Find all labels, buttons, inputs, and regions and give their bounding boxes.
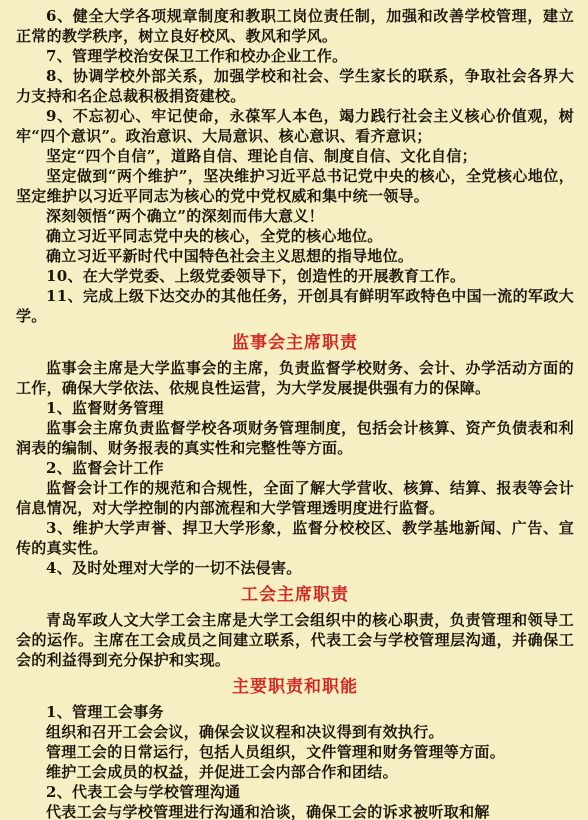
paragraph: 青岛军政人文大学工会主席是大学工会组织中的核心职责，负责管理和领导工会的运作。主席在工会成员之间建立联系，代表工会与学校管理层沟通，并确保工会的利益得到充分保护和实现。 xyxy=(16,611,574,669)
paragraph: 代表工会与学校管理进行沟通和洽谈，确保工会的诉求被听取和解 xyxy=(46,803,490,820)
paragraph: 2、监督会计工作 xyxy=(46,459,164,477)
paragraph: 1、监督财务管理 xyxy=(46,399,164,417)
paragraph: 确立习近平同志党中央的核心，全党的核心地位。 xyxy=(46,227,383,245)
paragraph: 9、不忘初心、牢记使命，永葆军人本色，竭力践行社会主义核心价值观，树牢“四个意识”。政治意识、大局意识、核心意识、看齐意识； xyxy=(16,107,574,145)
paragraph: 1、管理工会事务 xyxy=(46,703,164,721)
paragraph: 10、在大学党委、上级党委领导下，创造性的开展教育工作。 xyxy=(46,267,466,285)
paragraph: 3、维护大学声誉、捍卫大学形象，监督分校校区、教学基地新闻、广告、宣传的真实性。 xyxy=(16,519,574,557)
paragraph: 11、完成上级下达交办的其他任务，开创具有鲜明军政特色中国一流的军政大学。 xyxy=(16,287,574,325)
paragraph: 8、协调学校外部关系，加强学校和社会、学生家长的联系，争取社会各界大力支持和名企总裁积极捐资建校。 xyxy=(16,67,574,105)
paragraph: 管理工会的日常运行，包括人员组织，文件管理和财务管理等方面。 xyxy=(46,743,506,761)
section-heading: 工会主席职责 xyxy=(241,585,349,605)
paragraph: 6、健全大学各项规章制度和教职工岗位责任制，加强和改善学校管理，建立正常的教学秩序，树立良好校风、教风和学风。 xyxy=(16,7,574,45)
paragraph: 监事会主席是大学监事会的主席，负责监督学校财务、会计、办学活动方面的工作，确保大学依法、依规良性运营，为大学发展提供强有力的保障。 xyxy=(16,359,574,397)
paragraph: 确立习近平新时代中国特色社会主义思想的指导地位。 xyxy=(46,247,414,265)
section-supervisor xyxy=(16,332,574,578)
paragraph: 7、管理学校治安保卫工作和校办企业工作。 xyxy=(46,47,348,65)
section-duties xyxy=(16,676,574,820)
section-heading: 监事会主席职责 xyxy=(232,333,358,353)
section-heading: 主要职责和职能 xyxy=(232,677,358,697)
paragraph: 监事会主席负责监督学校各项财务管理制度，包括会计核算、资产负债表和利润表的编制、财务报表的真实性和完整性等方面。 xyxy=(16,419,574,457)
paragraph: 2、代表工会与学校管理沟通 xyxy=(46,783,241,801)
paragraph: 坚定“四个自信”，道路自信、理论自信、制度自信、文化自信； xyxy=(46,147,477,165)
paragraph: 监督会计工作的规范和合规性，全面了解大学营收、核算、结算、报表等会计信息情况，对大学控制的内部流程和大学管理透明度进行监督。 xyxy=(16,479,574,517)
paragraph: 组织和召开工会会议，确保会议议程和决议得到有效执行。 xyxy=(46,723,444,741)
paragraph: 坚定做到“两个维护”，坚决维护习近平总书记党中央的核心，全党核心地位，坚定维护以习近平同志为核心的党中党权威和集中统一领导。 xyxy=(16,167,574,205)
section-union xyxy=(16,584,574,670)
section-intro xyxy=(16,6,574,326)
paragraph: 维护工会成员的权益，并促进工会内部合作和团结。 xyxy=(46,763,398,781)
paragraph: 深刻领悟“两个确立”的深刻而伟大意义！ xyxy=(46,207,324,225)
paragraph: 4、及时处理对大学的一切不法侵害。 xyxy=(46,559,302,577)
